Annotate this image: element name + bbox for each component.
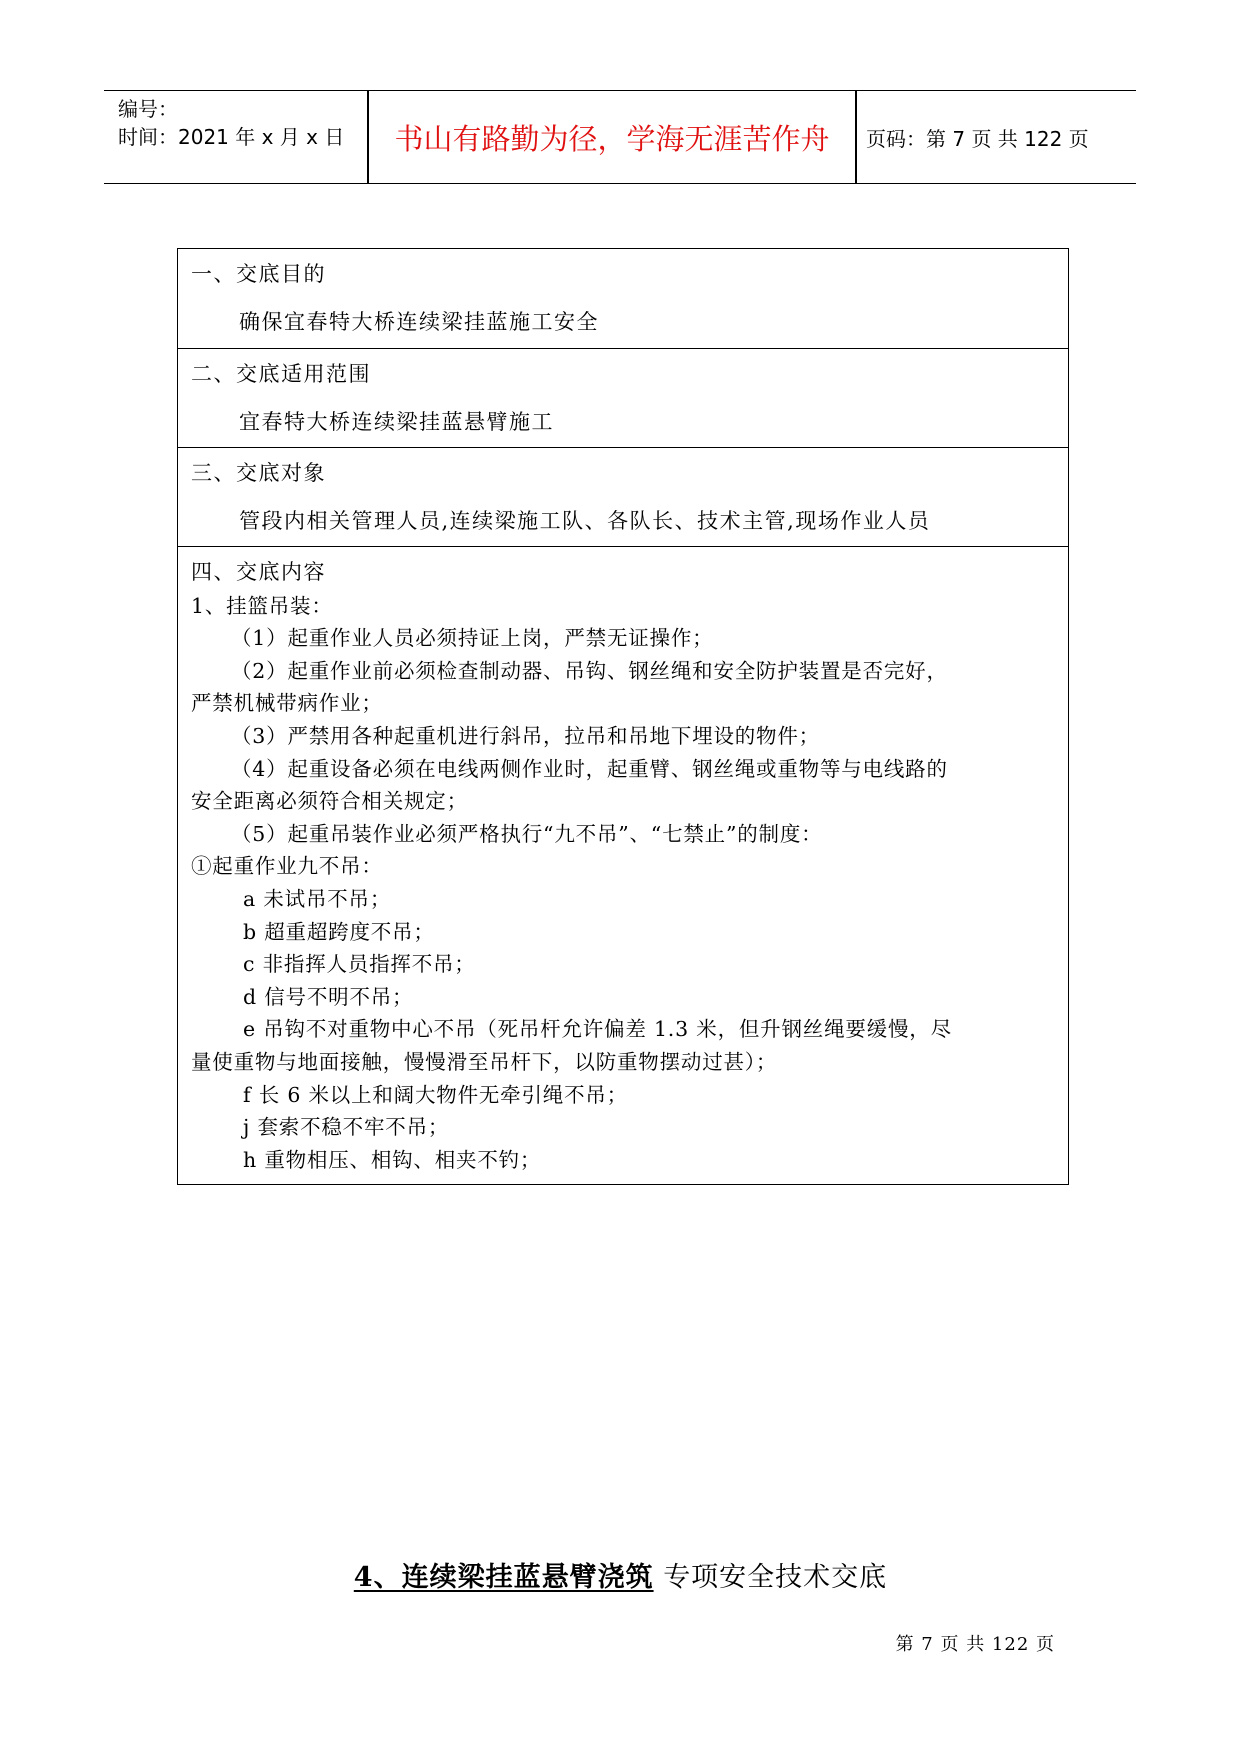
table-row bbox=[178, 546, 1068, 1184]
content-line: （1）起重作业人员必须持证上岗，严禁无证操作； bbox=[231, 626, 714, 651]
content-line: （3）严禁用各种起重机进行斜吊，拉吊和吊地下埋设的物件； bbox=[231, 723, 820, 748]
section-body: 管段内相关管理人员,连续梁施工队、各队长、技术主管,现场作业人员 bbox=[239, 509, 931, 533]
content-line: （4）起重设备必须在电线两侧作业时，起重臂、钢丝绳或重物等与电线路的 bbox=[231, 756, 948, 781]
content-line: 1、挂篮吊装： bbox=[191, 593, 333, 618]
section-title: 四、交底内容 bbox=[191, 560, 326, 584]
content-line: a 未试吊不吊； bbox=[243, 886, 392, 911]
serial-label: 编号： bbox=[118, 97, 178, 121]
content-line: f 长 6 米以上和阔大物件无牵引绳不吊； bbox=[243, 1082, 628, 1107]
content-line: 量使重物与地面接触，慢慢滑至吊杆下，以防重物摆动过甚）； bbox=[191, 1049, 778, 1074]
table-row bbox=[178, 249, 1068, 348]
content-block bbox=[191, 556, 1053, 1176]
page-number: 第 7 页 共 122 页 bbox=[895, 1634, 1055, 1655]
time-label: 时间：2021 年 x 月 x 日 bbox=[118, 125, 345, 149]
content-line: h 重物相压、相钩、相夹不钓； bbox=[243, 1147, 542, 1172]
content-line: j 套索不稳不牢不吊； bbox=[243, 1115, 450, 1140]
content-line: 严禁机械带病作业； bbox=[191, 691, 383, 716]
section-title: 一、交底目的 bbox=[191, 262, 326, 286]
table-row bbox=[178, 447, 1068, 546]
page-header bbox=[104, 90, 1136, 184]
content-line: 安全距离必须符合相关规定； bbox=[191, 789, 468, 814]
header-motto: 书山有路勤为径，学海无涯苦作舟 bbox=[394, 121, 830, 156]
content-line: c 非指挥人员指挥不吊； bbox=[243, 952, 476, 977]
content-line: （2）起重作业前必须检查制动器、吊钩、钢丝绳和安全防护装置是否完好， bbox=[231, 658, 948, 683]
section-title: 二、交底适用范围 bbox=[191, 362, 371, 386]
header-page-code: 页码：第 7 页 共 122 页 bbox=[866, 126, 1089, 151]
table-row bbox=[178, 348, 1068, 447]
content-line: e 吊钩不对重物中心不吊（死吊杆允许偏差 1.3 米，但升钢丝绳要缓慢，尽 bbox=[243, 1017, 952, 1042]
document-title-rest: 专项安全技术交底 bbox=[663, 1562, 888, 1593]
section-title: 三、交底对象 bbox=[191, 461, 326, 485]
header-meta bbox=[118, 95, 370, 151]
content-line: b 超重超跨度不吊； bbox=[243, 919, 435, 944]
briefing-table bbox=[177, 248, 1069, 1185]
content-line: d 信号不明不吊； bbox=[243, 984, 414, 1009]
content-line: ①起重作业九不吊： bbox=[191, 854, 383, 879]
section-body: 确保宜春特大桥连续梁挂蓝施工安全 bbox=[239, 310, 599, 334]
document-title-bold: 4、连续梁挂蓝悬臂浇筑 bbox=[353, 1562, 654, 1593]
header-divider bbox=[855, 91, 857, 183]
section-body: 宜春特大桥连续梁挂蓝悬臂施工 bbox=[239, 410, 554, 434]
content-line: （5）起重吊装作业必须严格执行“九不吊”、“七禁止”的制度： bbox=[231, 821, 823, 846]
document-title bbox=[0, 1555, 1241, 1594]
